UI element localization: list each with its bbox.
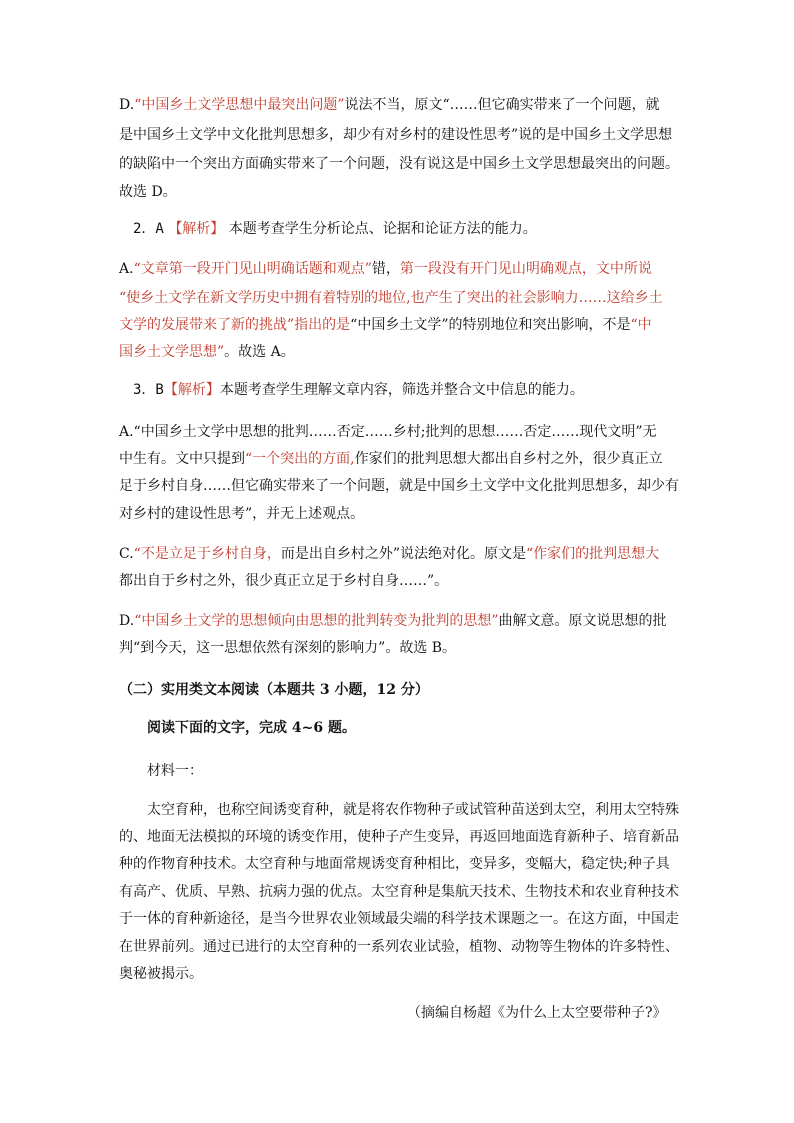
option-prefix: D.: [119, 613, 135, 629]
analysis-text: “中国乡土文学”: [350, 317, 449, 333]
q1-option-d-line4: 故选 D。: [119, 184, 177, 200]
q3-option-c-line2: 都出自于乡村之外，很少真正立足于乡村自身……”。: [119, 573, 449, 589]
material-para-line: 种的作物育种技术。太空育种与地面常规诱变育种相比，变异多，变幅大，稳定快;种子具: [119, 856, 670, 872]
material-para-line: 有高产、优质、早熟、抗病力强的优点。太空育种是集航天技术、生物技术和农业育种技术: [119, 884, 679, 900]
quoted-source: “中: [630, 317, 652, 333]
material-source: （摘编自杨超《为什么上太空要带种子?》: [407, 1005, 667, 1021]
material-para-line: 于一体的育种新途径，是当今世界农业领域最尖端的科学技术课题之一。在这方面，中国走: [119, 911, 679, 927]
option-prefix: A.: [119, 261, 134, 277]
material-para-line: 奥秘被揭示。: [119, 966, 203, 982]
quoted-source: “作家们的批判思想大: [526, 546, 660, 562]
quoted-source: 国乡土文学思想”: [119, 344, 225, 360]
analysis-text: 的特别地位和突出影响，不是: [448, 317, 631, 333]
q3-answer-line: [133, 380, 584, 400]
quoted-claim: “文章第一段开门见山明确话题和观点”: [133, 261, 372, 277]
q2-option-a-line1: [119, 259, 652, 279]
material-para-line: 太空育种，也称空间诱变育种，就是将农作物种子或试管种苗送到太空，利用太空特殊: [147, 802, 679, 818]
q2-option-a-line4: [119, 342, 295, 362]
analysis-text: 曲解文意。原文说思想的批: [498, 613, 667, 629]
option-prefix: C.: [119, 546, 134, 562]
q2-number: 2．A: [133, 221, 164, 237]
quoted-source: “一个突出的方面,: [245, 451, 355, 467]
analysis-tag: 【解析】: [168, 221, 225, 237]
quoted-claim: “中国乡土文学思想中最突出问题”: [134, 97, 345, 113]
option-prefix: D.: [119, 97, 135, 113]
q3-option-a-line1: A.“中国乡土文学中思想的批判……否定……乡村;批判的思想……否定……现代文明”无: [119, 424, 657, 440]
analysis-text: 。故选 A。: [224, 344, 295, 360]
q3-option-c-line1: [119, 544, 659, 564]
q3-option-a-line3: 足于乡村自身……但它确实带来了一个问题，就是中国乡土文学中文化批判思想多，却少有: [119, 478, 679, 494]
q3-number: 3．B: [133, 382, 164, 398]
q3-option-d-line1: [119, 611, 667, 631]
material-label: 材料一：: [147, 763, 203, 779]
q2-option-a-line2: “使乡土文学在新文学历史中拥有着特别的地位,也产生了突出的社会影响力……这给乡土: [119, 290, 663, 306]
material-para-line: 在世界前列。通过已进行的太空育种的一系列农业试验，植物、动物等生物体的许多特性、: [119, 939, 679, 955]
q3-analysis-text: 本题考查学生理解文章内容，筛选并整合文中信息的能力。: [219, 382, 584, 398]
q1-option-d-line1: [119, 95, 660, 115]
analysis-text: 而是出自乡村之外”说法绝对化。原文是: [280, 546, 526, 562]
analysis-text: 错，: [371, 261, 400, 277]
quoted-source: 文学的发展带来了新的挑战”指出的是: [119, 317, 351, 333]
q1-option-d-line2: 是中国乡土文学中文化批判思想多，却少有对乡村的建设性思考”说的是中国乡土文学思想: [119, 127, 673, 143]
analysis-text: 作家们的批判思想大都出自乡村之外，很少真正立: [354, 451, 663, 467]
analysis-text: 说法不当，原文“……但它确实带来了一个问题，就: [344, 97, 660, 113]
analysis-tag: 【解析】: [163, 382, 220, 398]
q3-option-a-line4: 对乡村的建设性思考”，并无上述观点。: [119, 506, 365, 522]
q2-option-a-line3: [119, 315, 652, 335]
section-heading: （二）实用类文本阅读（本题共 3 小题，12 分）: [119, 682, 429, 698]
reading-instruction: 阅读下面的文字，完成 4~6 题。: [147, 720, 356, 736]
q2-answer-line: [133, 219, 537, 239]
quoted-claim: “中国乡土文学的思想倾向由思想的批判转变为批判的思想”: [134, 613, 499, 629]
material-para-line: 的、地面无法模拟的环境的诱变作用，使种子产生变异，再返回地面选育新种子、培育新品: [119, 829, 679, 845]
q2-analysis-text: 本题考查学生分析论点、论据和论证方法的能力。: [224, 221, 537, 237]
q3-option-d-line2: 判“到今天，这一思想依然有深刻的影响力”。故选 B。: [119, 640, 457, 656]
q3-option-a-line2: [119, 449, 663, 469]
analysis-text: 中生有。文中只提到: [119, 451, 245, 467]
quoted-claim: “不是立足于乡村自身，: [133, 546, 281, 562]
q1-option-d-line3: 的缺陷中一个突出方面确实带来了一个问题，没有说这是中国乡土文学思想最突出的问题。: [119, 156, 679, 172]
quoted-source: 第一段没有开门见山明确观点，文中所说: [399, 261, 652, 277]
